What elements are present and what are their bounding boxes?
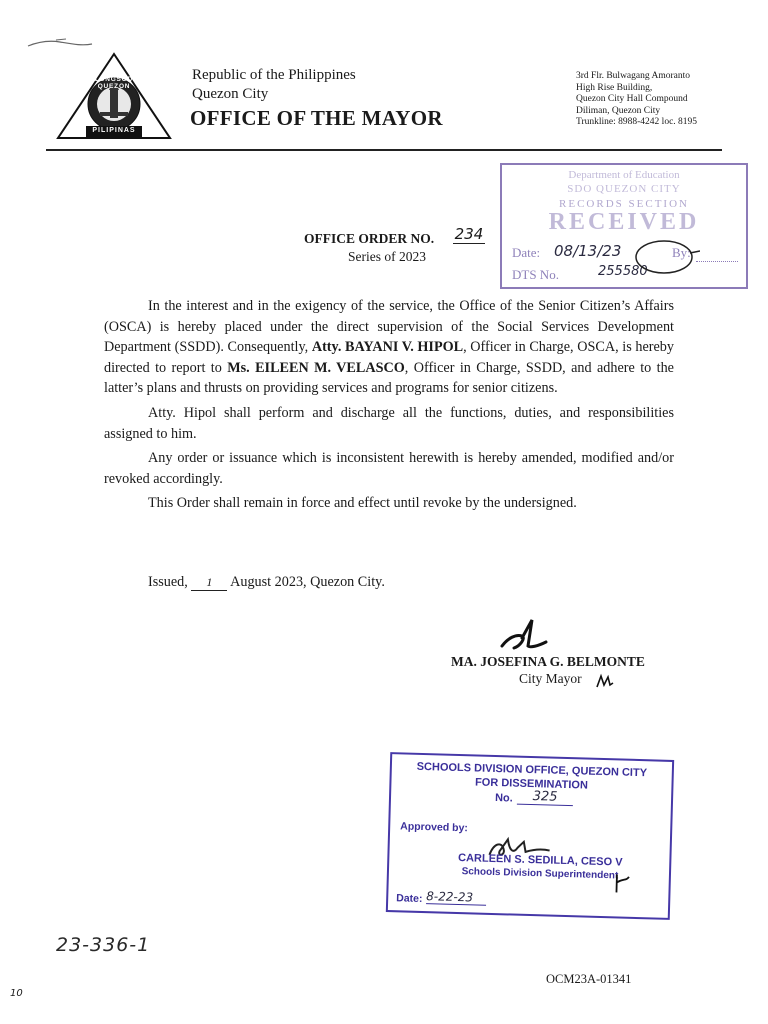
issued-line xyxy=(148,574,385,591)
body-p1-name-velasco: Ms. EILEEN M. VELASCO xyxy=(227,359,405,376)
received-stamp-title: RECEIVED xyxy=(548,209,700,235)
sdo-stamp-no-label: No. xyxy=(494,792,513,805)
address-line: Trunkline: 8988-4242 loc. 8195 xyxy=(576,117,698,127)
initials-icon xyxy=(596,673,614,689)
header-office-title: OFFICE OF THE MAYOR xyxy=(190,106,443,130)
header-republic: Republic of the Philippines xyxy=(192,67,356,83)
received-stamp xyxy=(500,163,748,289)
sdo-stamp-purpose: FOR DISSEMINATION xyxy=(474,776,589,792)
seal-bottom-text: PILIPINAS xyxy=(92,127,136,134)
issued-suffix: August 2023, Quezon City. xyxy=(230,574,385,590)
header-address xyxy=(576,71,697,129)
office-order-series: Series of 2023 xyxy=(348,249,426,264)
received-stamp-sdo: SDO QUEZON CITY xyxy=(567,183,681,195)
mayor-signature-icon xyxy=(498,616,550,656)
header-city: Quezon City xyxy=(192,86,269,102)
sdo-stamp-office: SCHOOLS DIVISION OFFICE, QUEZON CITY xyxy=(416,760,648,780)
sdo-stamp-approver-name: CARLEEN S. SEDILLA, CESO V xyxy=(457,852,623,869)
pen-scribble-mark xyxy=(26,36,94,50)
sdo-dissemination-stamp xyxy=(386,752,674,920)
body-paragraph-2: Atty. Hipol shall perform and discharge all the functions, duties, and responsibilities assigned to him. xyxy=(104,404,674,442)
signatory-title: City Mayor xyxy=(519,671,582,686)
sdo-stamp-date-value: 8-22-23 xyxy=(426,889,486,906)
body-p1-name-hipol: Atty. BAYANI V. HIPOL xyxy=(311,339,464,356)
received-date-value: 08/13/23 xyxy=(554,242,622,260)
address-line: High Rise Building, xyxy=(576,82,653,93)
received-stamp-section: RECORDS SECTION xyxy=(559,198,689,210)
sdo-initials-icon xyxy=(610,872,631,895)
document-code: OCM23A-01341 xyxy=(546,972,632,986)
received-initials-loop-icon xyxy=(634,233,700,279)
body-paragraph-1 xyxy=(104,296,674,399)
corner-mark: 10 xyxy=(10,988,23,999)
body-p1-part-a: In the interest and in the exigency of the service, the Office of the Senior Citizen’s Affairs (OSCA) is hereby placed under the direct supervision of the Social Services Development Department (SSDD). Consequently, xyxy=(104,298,674,356)
received-by-label: By: xyxy=(672,245,691,260)
signatory-name: MA. JOSEFINA G. BELMONTE xyxy=(451,654,645,669)
received-stamp-dept: Department of Education xyxy=(568,169,680,181)
received-dts-value: 255580 xyxy=(598,264,648,279)
order-body xyxy=(104,296,674,514)
office-order-label: OFFICE ORDER NO. xyxy=(304,231,435,246)
body-p1-part-c: , Officer in Charge, SSDD, and adhere to the latter’s plans and thrusts on providing services and programs for senior citizens. xyxy=(104,359,674,397)
handwritten-reference: 23-336-1 xyxy=(56,934,151,956)
received-date-label: Date: xyxy=(512,245,541,260)
address-line: 3rd Flr. Bulwagang Amoranto xyxy=(576,71,690,81)
address-line: Diliman, Quezon City xyxy=(576,105,661,116)
quezon-city-seal xyxy=(56,52,172,142)
body-paragraph-4: This Order shall remain in force and effect until revoke by the undersigned. xyxy=(148,495,577,512)
office-order-number: 234 xyxy=(454,225,484,243)
header-divider xyxy=(46,149,722,151)
sdo-stamp-approver-position: Schools Division Superintendent xyxy=(461,866,619,882)
body-p1-part-b: , Officer in Charge, OSCA, is hereby directed to report to xyxy=(104,339,674,376)
sdo-stamp-approved-label: Approved by: xyxy=(400,820,469,835)
sdo-stamp-no-value: 325 xyxy=(517,789,573,807)
sdo-stamp-date-label: Date: xyxy=(396,892,423,906)
issued-prefix: Issued, xyxy=(148,574,188,590)
body-paragraph-3: Any order or issuance which is inconsistent herewith is hereby amended, modified and/or revoked accordingly. xyxy=(104,450,674,487)
issued-day: 1 xyxy=(191,575,227,591)
received-by-line xyxy=(696,261,738,263)
address-line: Quezon City Hall Compound xyxy=(576,94,688,104)
seal-top-text: LUNGSOD QUEZON xyxy=(94,76,134,90)
received-dts-label: DTS No. xyxy=(512,267,559,282)
